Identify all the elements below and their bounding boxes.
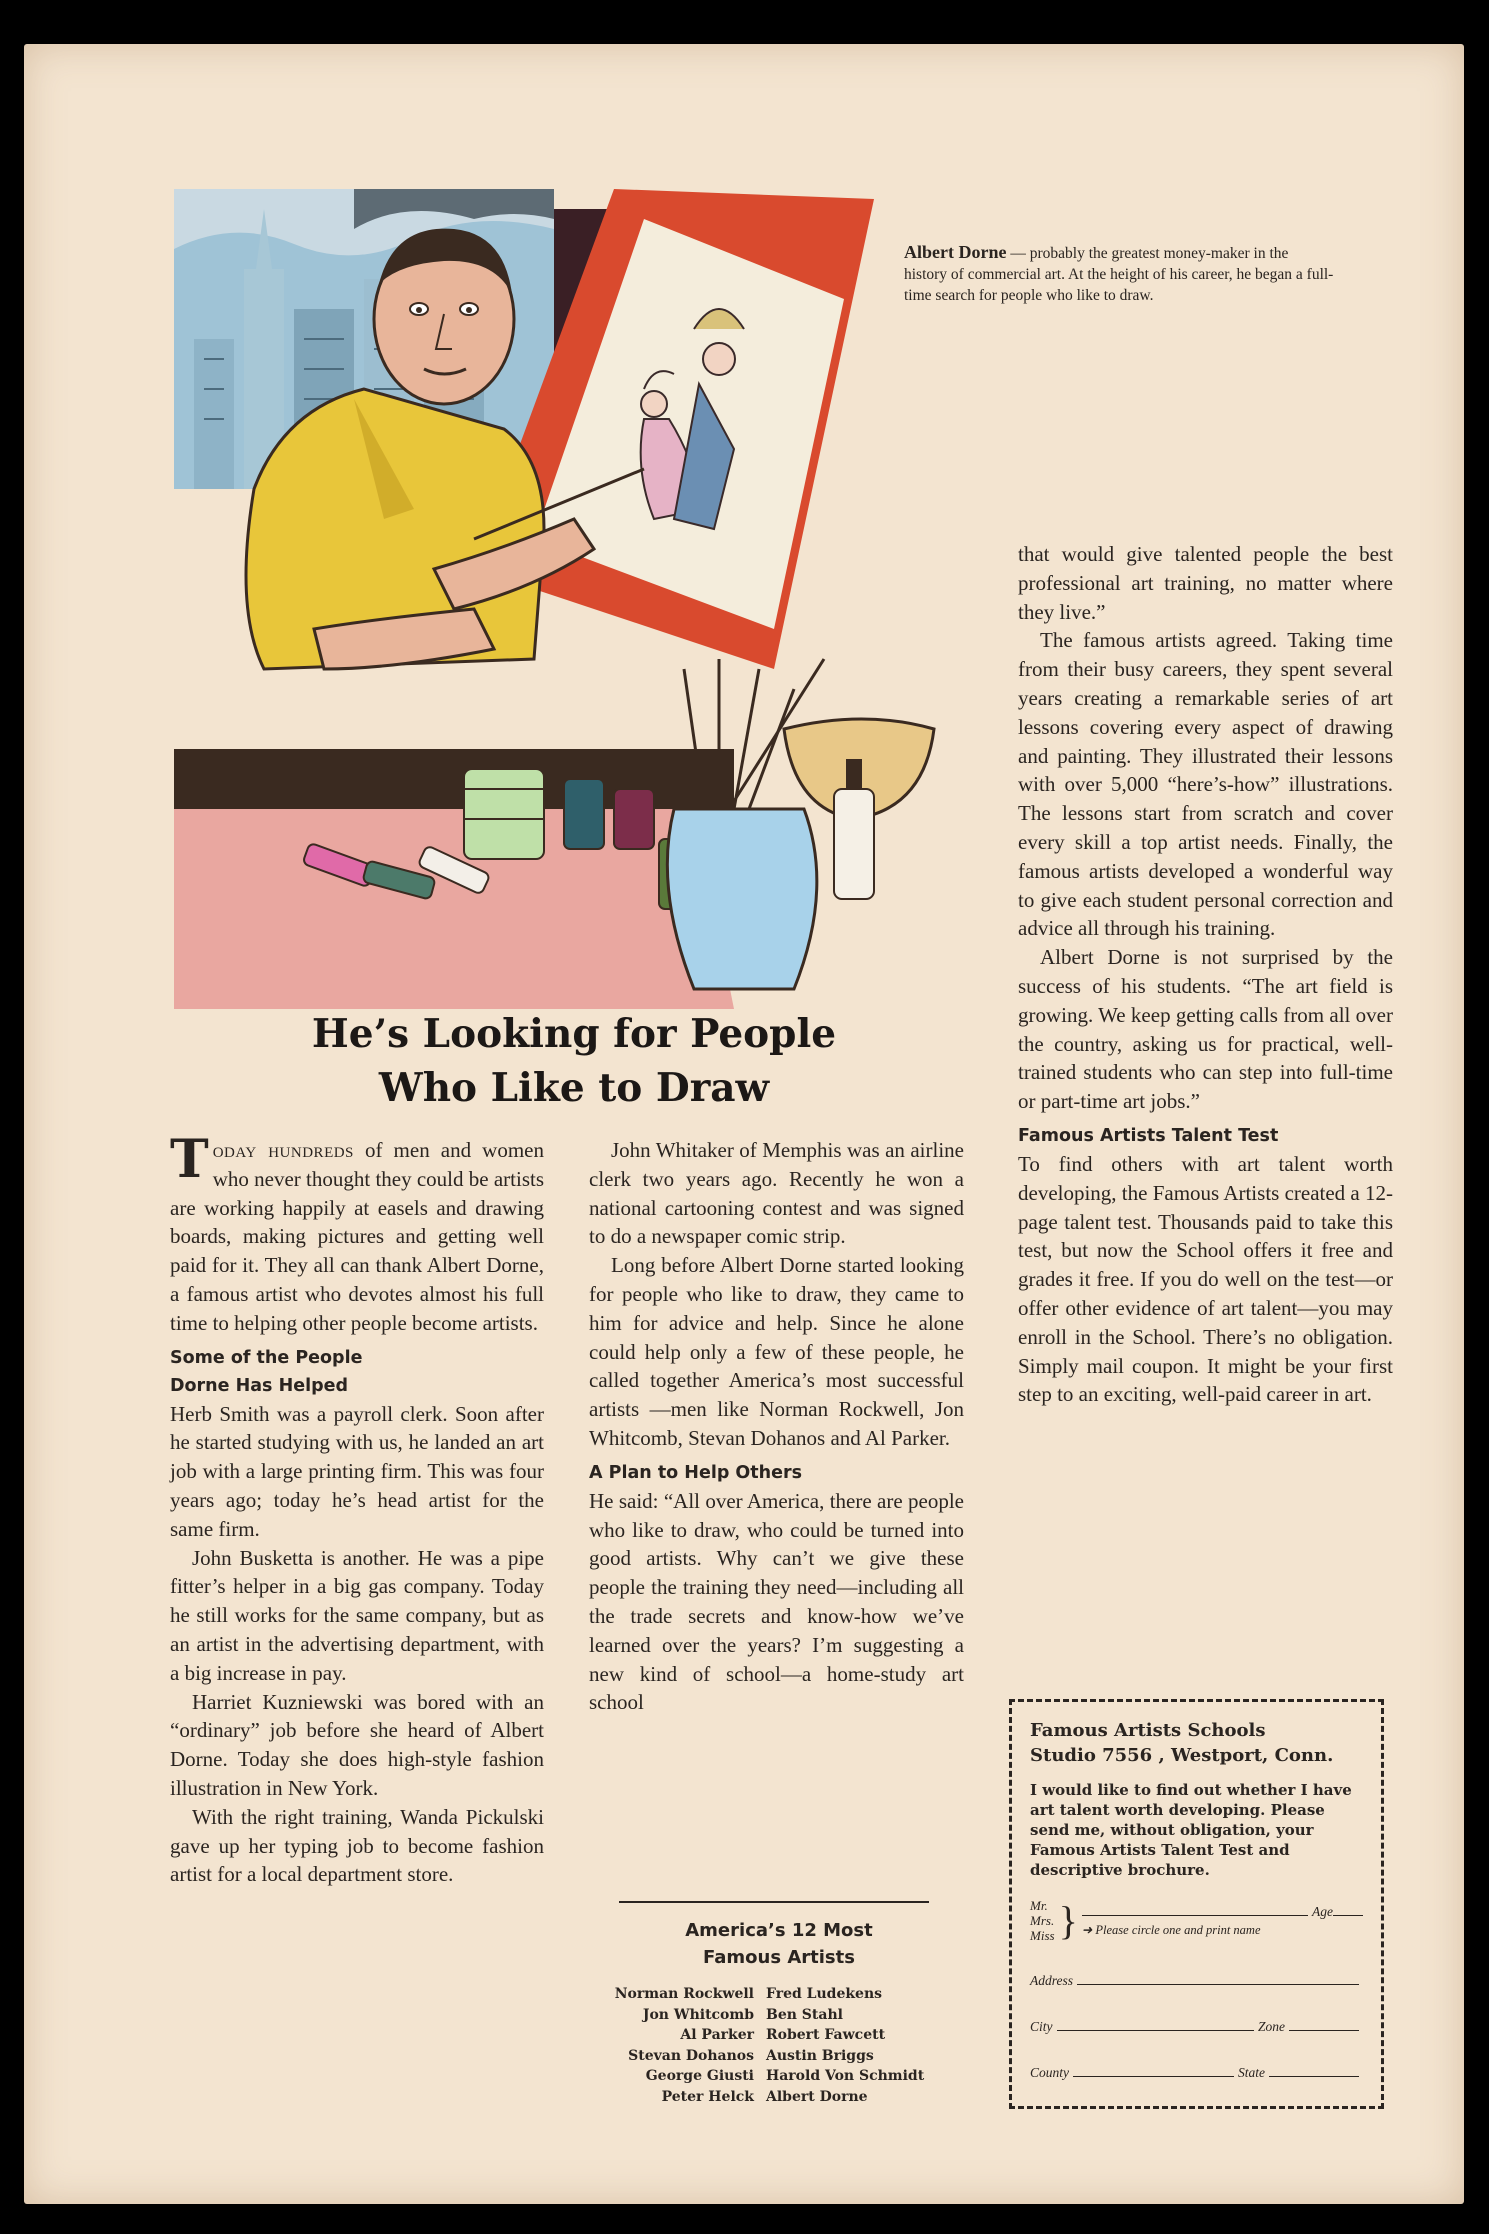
artist-name: Ben Stahl bbox=[766, 2006, 843, 2023]
zone-field[interactable] bbox=[1289, 2030, 1359, 2031]
paragraph: He said: “All over America, there are people who like to draw, who could be turned into good artists. Why can’t we give these people the training they need—including all the trade secrets and know-how we’ve learned over the years? I’m suggesting a new kind of school—a home-study art school bbox=[589, 1488, 964, 1715]
divider-rule bbox=[619, 1901, 929, 1903]
salutation-options: Mr. Mrs. Miss bbox=[1030, 1898, 1055, 1943]
artists-list-title: America’s 12 Most Famous Artists bbox=[685, 1920, 873, 1968]
coupon-form bbox=[1030, 1898, 1363, 2081]
artist-row bbox=[576, 2025, 976, 2046]
paragraph: To find others with art talent worth developing, the Famous Artists created a 12-page talent test. Thousands paid to take this test, but now the School offers it free and grades it free. If you do well on the test—or offer other evidence of art talent—you may enroll in the School. There’s no obligation. Simply mail coupon. It might be your first step to an exciting, well-paid career in art. bbox=[1018, 1151, 1393, 1407]
subhead-plan: A Plan to Help Others bbox=[589, 1462, 803, 1483]
coupon-body: I would like to find out whether I have art talent worth developing. Please send me, without obligation, your Famous Artists Talent Test and descriptive brochure. bbox=[1030, 1781, 1352, 1879]
artist-name: Jon Whitcomb bbox=[642, 2006, 754, 2023]
paragraph: John Whitaker of Memphis was an airline clerk two years ago. Recently he won a national cartooning contest and was signed to do a newspaper comic strip. bbox=[589, 1138, 964, 1249]
arrow-left-icon: ➜ bbox=[1081, 1922, 1096, 1937]
age-label: Age bbox=[1312, 1903, 1333, 1919]
address-label: Address bbox=[1030, 1973, 1073, 1988]
artist-name: George Giusti bbox=[645, 2068, 754, 2085]
caption-text: — probably the greatest money-maker in the history of commercial art. At the height of his career, he began a full-time search for people who like to draw. bbox=[904, 245, 1334, 304]
intro-text: of men and women who never thought they could be artists are working happily at easels and drawing boards, making pictures and getting well paid for it. They all can thank Albert Dorne, a famous artist who devotes almost his full time to helping other people become artists. bbox=[170, 1138, 544, 1335]
county-field[interactable] bbox=[1073, 2076, 1234, 2077]
state-label: State bbox=[1238, 2065, 1265, 2080]
headline-line-2: Who Like to Draw bbox=[378, 1065, 770, 1111]
county-row bbox=[1030, 2055, 1363, 2081]
drop-cap: T bbox=[170, 1129, 209, 1190]
artist-name: Peter Helck bbox=[661, 2088, 754, 2105]
paragraph: With the right training, Wanda Pickulski gave up her typing job to become fashion artist for a local department store. bbox=[170, 1804, 544, 1887]
article-column-1 bbox=[170, 1129, 544, 1889]
brace-icon: } bbox=[1058, 1897, 1078, 1943]
illustration-caption bbox=[904, 242, 1334, 306]
artist-row bbox=[576, 2066, 976, 2087]
artist-name: Al Parker bbox=[680, 2027, 754, 2044]
artist-name: Fred Ludekens bbox=[766, 1986, 883, 2002]
intro-paragraph bbox=[170, 1129, 544, 1338]
article-column-3 bbox=[1018, 540, 1393, 1409]
zone-label: Zone bbox=[1258, 2019, 1285, 2034]
magazine-page bbox=[24, 44, 1464, 2204]
artist-name: Norman Rockwell bbox=[614, 1986, 754, 2002]
artist-row bbox=[576, 2005, 976, 2026]
headline-line-1: He’s Looking for People bbox=[311, 1011, 837, 1057]
artist-row bbox=[576, 1984, 976, 2005]
subhead-talent-test: Famous Artists Talent Test bbox=[1018, 1125, 1279, 1146]
subhead-helped: Some of the People Dorne Has Helped bbox=[170, 1347, 363, 1396]
county-label: County bbox=[1030, 2065, 1069, 2080]
paragraph: The famous artists agreed. Taking time from their busy careers, they spent several years creating a remarkable series of art lessons covering every aspect of drawing and painting. They illustrated their lessons with over 5,000 “here’s-how” illustrations. The lessons start from scratch and cover every skill a top artist needs. Finally, the famous artists developed a wonderful way to give each student personal correction and advice all through his training. bbox=[1018, 628, 1393, 941]
city-field[interactable] bbox=[1057, 2030, 1255, 2031]
artist-name: Albert Dorne bbox=[766, 2088, 868, 2105]
paragraph: Harriet Kuzniewski was bored with an “ordinary” job before she heard of Albert Dorne. Today she does high-style fashion illustration in New York. bbox=[170, 1689, 544, 1800]
artist-row bbox=[576, 2046, 976, 2067]
circle-note: ➜ Please circle one and print name bbox=[1081, 1922, 1261, 1937]
paragraph: Long before Albert Dorne started looking for people who like to draw, they came to him for advice and help. Since he alone could help only a few of these people, he called together America’s most successful artists —men like Norman Rockwell, Jon Whitcomb, Stevan Dohanos and Al Parker. bbox=[589, 1253, 964, 1450]
artist-row bbox=[576, 2087, 976, 2108]
age-field[interactable] bbox=[1333, 1915, 1363, 1916]
artist-name: Stevan Dohanos bbox=[628, 2047, 754, 2064]
artist-name: Robert Fawcett bbox=[766, 2027, 886, 2044]
address-field[interactable] bbox=[1077, 1984, 1359, 1985]
city-row bbox=[1030, 2009, 1363, 2035]
coupon-address: Studio 7556 , Westport, Conn. bbox=[1030, 1745, 1334, 1766]
artist-name: Harold Von Schmidt bbox=[766, 2068, 925, 2085]
intro-smallcaps: oday hundreds bbox=[212, 1138, 354, 1162]
paragraph: Albert Dorne is not surprised by the success of his students. “The art field is growing. We keep getting calls from all over the country, asking us for practical, well-trained students who can step into full-time or part-time art jobs.” bbox=[1018, 945, 1393, 1114]
article-column-2 bbox=[589, 1136, 964, 1717]
artist-name: Austin Briggs bbox=[766, 2047, 874, 2064]
artists-list bbox=[576, 1984, 976, 2108]
city-label: City bbox=[1030, 2019, 1053, 2034]
mail-coupon[interactable] bbox=[1009, 1699, 1384, 2109]
state-field[interactable] bbox=[1269, 2076, 1359, 2077]
name-field-row[interactable] bbox=[1030, 1898, 1363, 1943]
caption-name: Albert Dorne bbox=[904, 242, 1007, 262]
paragraph: John Busketta is another. He was a pipe fitter’s helper in a big gas company. Today he still works for the same company, but as an artist in the advertising department, with a big increase in pay. bbox=[170, 1545, 544, 1685]
paragraph: that would give talented people the best professional art training, no matter where they live.” bbox=[1018, 542, 1393, 624]
headline bbox=[174, 1007, 974, 1115]
paragraph: Herb Smith was a payroll clerk. Soon after he started studying with us, he landed an art job with a large printing firm. This was four years ago; today he’s head artist for the same firm. bbox=[170, 1401, 544, 1541]
address-row bbox=[1030, 1963, 1363, 1989]
name-field[interactable] bbox=[1082, 1915, 1308, 1916]
albert-dorne-illustration bbox=[174, 189, 974, 1009]
coupon-school-name: Famous Artists Schools bbox=[1030, 1720, 1266, 1741]
